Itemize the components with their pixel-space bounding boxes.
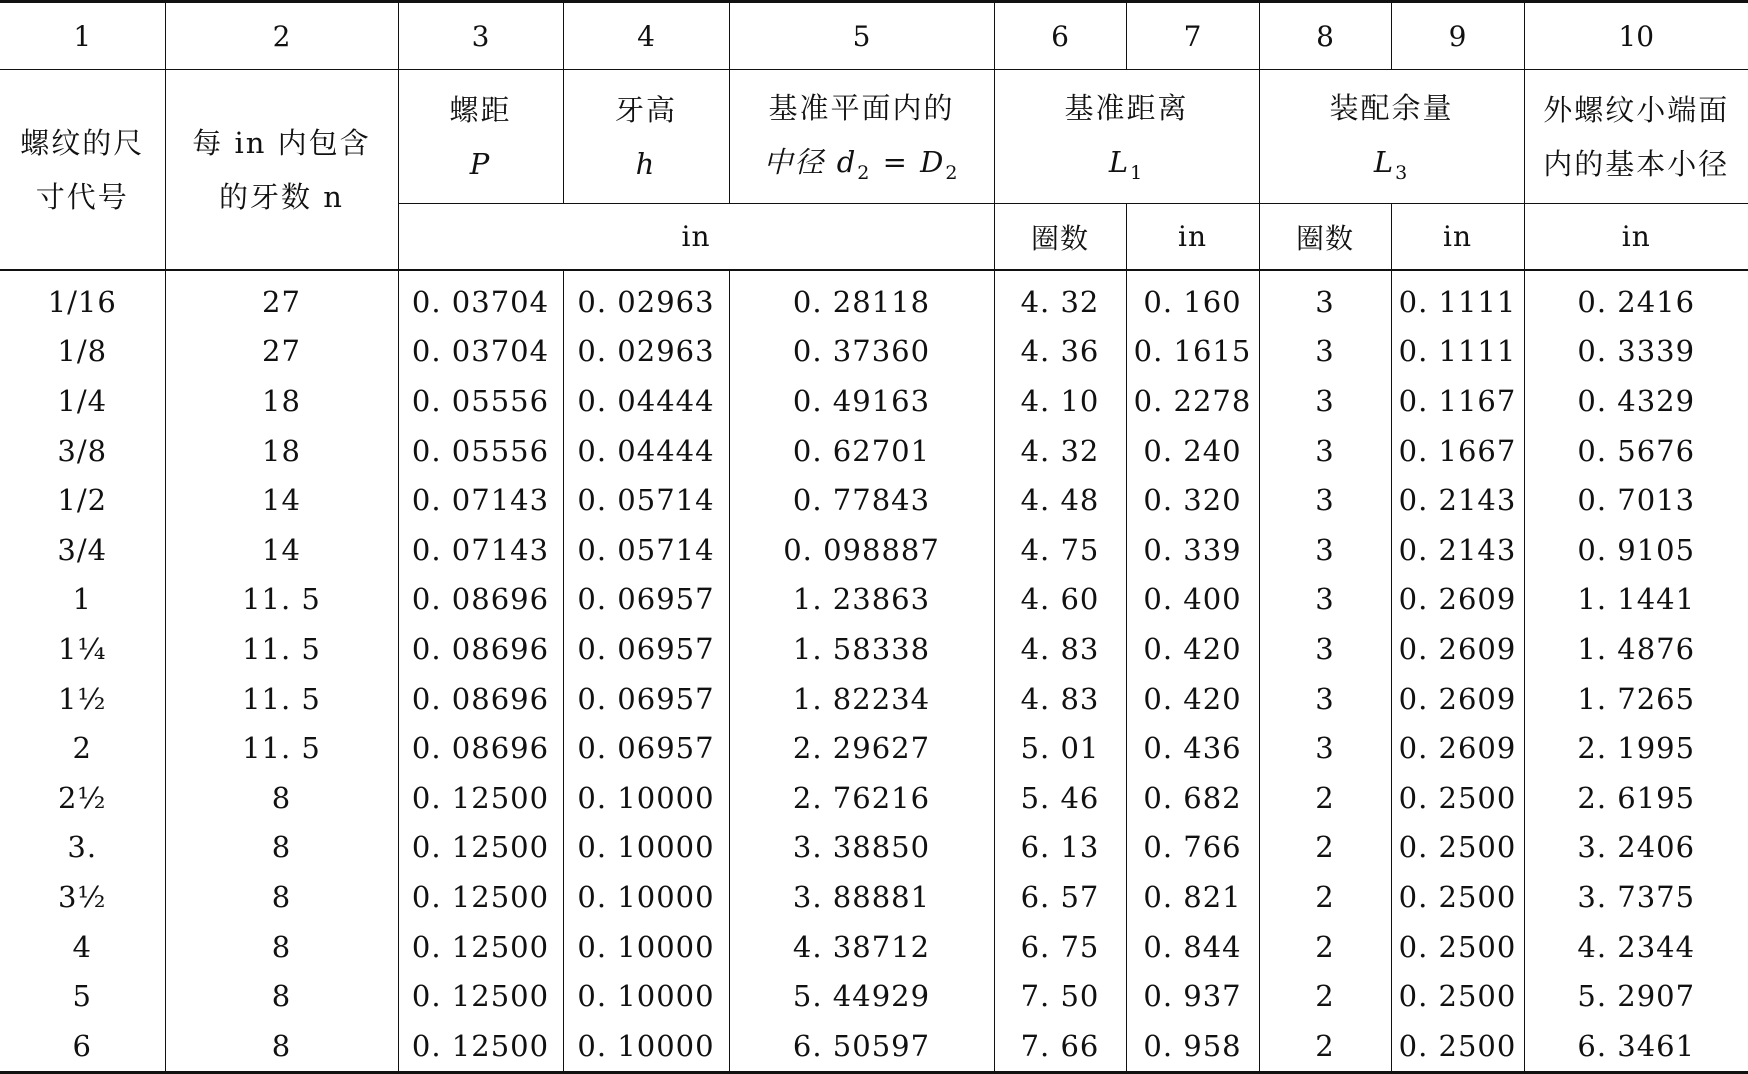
cell-threads-per-inch: 8 [165, 1021, 398, 1072]
header-height-name: 牙高 [564, 83, 729, 137]
cell-minor-diameter: 2. 1995 [1524, 723, 1748, 773]
unit-col10: in [1524, 204, 1748, 271]
cell-gauge-turns: 4. 60 [994, 575, 1126, 625]
cell-size-code: 1¼ [0, 624, 165, 674]
cell-gauge-turns: 6. 13 [994, 823, 1126, 873]
cell-threads-per-inch: 8 [165, 922, 398, 972]
cell-thread-height: 0. 10000 [563, 1021, 729, 1072]
cell-pitch: 0. 05556 [398, 376, 563, 426]
cell-pitch: 0. 12500 [398, 773, 563, 823]
cell-gauge-turns: 6. 57 [994, 872, 1126, 922]
cell-thread-height: 0. 06957 [563, 624, 729, 674]
cell-size-code: 1/8 [0, 327, 165, 377]
cell-pitch: 0. 08696 [398, 624, 563, 674]
header-minor-line1: 外螺纹小端面 [1525, 83, 1748, 137]
cell-thread-height: 0. 02963 [563, 270, 729, 327]
cell-pitch: 0. 12500 [398, 971, 563, 1021]
cell-gauge-turns: 4. 10 [994, 376, 1126, 426]
cell-pitch-diameter: 1. 23863 [729, 575, 994, 625]
cell-size-code: 1½ [0, 674, 165, 724]
cell-threads-per-inch: 8 [165, 773, 398, 823]
cell-allowance-turns: 3 [1259, 270, 1391, 327]
cell-pitch-diameter: 0. 098887 [729, 525, 994, 575]
header-minor-line2: 内的基本小径 [1525, 137, 1748, 191]
cell-threads-per-inch: 11. 5 [165, 624, 398, 674]
cell-size-code: 1/4 [0, 376, 165, 426]
cell-threads-per-inch: 11. 5 [165, 575, 398, 625]
cell-size-code: 3/8 [0, 426, 165, 476]
cell-gauge-inches: 0. 766 [1126, 823, 1259, 873]
table-row [0, 674, 1748, 724]
cell-allowance-turns: 2 [1259, 971, 1391, 1021]
cell-pitch-diameter: 0. 49163 [729, 376, 994, 426]
cell-pitch: 0. 03704 [398, 270, 563, 327]
cell-minor-diameter: 6. 3461 [1524, 1021, 1748, 1072]
cell-threads-per-inch: 14 [165, 525, 398, 575]
cell-allowance-inches: 0. 2609 [1391, 674, 1524, 724]
table-row [0, 1021, 1748, 1072]
pd-mid: = D [871, 145, 945, 179]
table-row [0, 872, 1748, 922]
cell-allowance-inches: 0. 1111 [1391, 270, 1524, 327]
column-header-row [0, 70, 1748, 204]
cell-minor-diameter: 0. 5676 [1524, 426, 1748, 476]
cell-gauge-inches: 0. 339 [1126, 525, 1259, 575]
unit-col7: in [1126, 204, 1259, 271]
cell-gauge-turns: 7. 66 [994, 1021, 1126, 1072]
cell-thread-height: 0. 05714 [563, 525, 729, 575]
cell-pitch: 0. 03704 [398, 327, 563, 377]
cell-thread-height: 0. 02963 [563, 327, 729, 377]
header-gauge-name: 基准距离 [995, 81, 1259, 135]
header-pitch-name: 螺距 [399, 83, 563, 137]
cell-allowance-inches: 0. 2500 [1391, 773, 1524, 823]
column-number: 6 [994, 2, 1126, 70]
cell-allowance-turns: 3 [1259, 475, 1391, 525]
cell-pitch: 0. 07143 [398, 475, 563, 525]
cell-allowance-inches: 0. 2500 [1391, 823, 1524, 873]
cell-gauge-inches: 0. 420 [1126, 624, 1259, 674]
header-pitch-diameter-line2 [730, 135, 994, 193]
cell-allowance-turns: 2 [1259, 922, 1391, 972]
pd-sub1: 2 [857, 162, 871, 184]
table-row [0, 525, 1748, 575]
cell-minor-diameter: 1. 4876 [1524, 624, 1748, 674]
allowance-symbol: L [1374, 145, 1395, 179]
header-wrench-allowance [1259, 70, 1524, 204]
cell-threads-per-inch: 8 [165, 872, 398, 922]
cell-gauge-turns: 4. 32 [994, 426, 1126, 476]
cell-pitch-diameter: 0. 77843 [729, 475, 994, 525]
header-size-code [0, 70, 165, 271]
cell-pitch-diameter: 5. 44929 [729, 971, 994, 1021]
cell-gauge-inches: 0. 1615 [1126, 327, 1259, 377]
table-row [0, 376, 1748, 426]
unit-col9: in [1391, 204, 1524, 271]
cell-threads-per-inch: 27 [165, 270, 398, 327]
table-row [0, 773, 1748, 823]
pd-sub2: 2 [945, 162, 959, 184]
cell-allowance-inches: 0. 2500 [1391, 1021, 1524, 1072]
cell-gauge-inches: 0. 821 [1126, 872, 1259, 922]
cell-allowance-inches: 0. 2500 [1391, 922, 1524, 972]
cell-gauge-turns: 5. 46 [994, 773, 1126, 823]
cell-minor-diameter: 1. 7265 [1524, 674, 1748, 724]
cell-allowance-inches: 0. 2143 [1391, 525, 1524, 575]
cell-allowance-inches: 0. 1667 [1391, 426, 1524, 476]
header-threads-line2: 的牙数 n [166, 170, 398, 224]
cell-allowance-inches: 0. 2500 [1391, 971, 1524, 1021]
cell-threads-per-inch: 11. 5 [165, 674, 398, 724]
cell-pitch: 0. 08696 [398, 723, 563, 773]
table-row [0, 475, 1748, 525]
cell-size-code: 3/4 [0, 525, 165, 575]
cell-allowance-inches: 0. 1167 [1391, 376, 1524, 426]
cell-minor-diameter: 0. 4329 [1524, 376, 1748, 426]
cell-threads-per-inch: 11. 5 [165, 723, 398, 773]
cell-pitch-diameter: 0. 62701 [729, 426, 994, 476]
cell-thread-height: 0. 06957 [563, 575, 729, 625]
cell-gauge-inches: 0. 240 [1126, 426, 1259, 476]
header-minor-diameter [1524, 70, 1748, 204]
cell-threads-per-inch: 27 [165, 327, 398, 377]
cell-gauge-turns: 4. 83 [994, 624, 1126, 674]
cell-allowance-turns: 2 [1259, 1021, 1391, 1072]
cell-gauge-inches: 0. 420 [1126, 674, 1259, 724]
cell-pitch: 0. 12500 [398, 1021, 563, 1072]
cell-size-code: 1 [0, 575, 165, 625]
gauge-symbol: L [1109, 145, 1130, 179]
column-number: 1 [0, 2, 165, 70]
cell-thread-height: 0. 06957 [563, 674, 729, 724]
cell-minor-diameter: 0. 7013 [1524, 475, 1748, 525]
cell-allowance-turns: 3 [1259, 426, 1391, 476]
cell-minor-diameter: 1. 1441 [1524, 575, 1748, 625]
allowance-sub: 3 [1395, 162, 1409, 184]
header-gauge-length [994, 70, 1259, 204]
column-number-row [0, 2, 1748, 70]
cell-gauge-inches: 0. 320 [1126, 475, 1259, 525]
cell-allowance-inches: 0. 2609 [1391, 723, 1524, 773]
unit-col8: 圈数 [1259, 204, 1391, 271]
cell-pitch: 0. 08696 [398, 575, 563, 625]
column-number: 8 [1259, 2, 1391, 70]
cell-pitch: 0. 12500 [398, 922, 563, 972]
column-number: 7 [1126, 2, 1259, 70]
cell-thread-height: 0. 05714 [563, 475, 729, 525]
cell-threads-per-inch: 8 [165, 823, 398, 873]
cell-gauge-turns: 4. 75 [994, 525, 1126, 575]
cell-allowance-turns: 3 [1259, 376, 1391, 426]
cell-gauge-inches: 0. 400 [1126, 575, 1259, 625]
cell-allowance-turns: 3 [1259, 525, 1391, 575]
cell-gauge-turns: 7. 50 [994, 971, 1126, 1021]
table-row [0, 270, 1748, 327]
cell-size-code: 4 [0, 922, 165, 972]
cell-allowance-inches: 0. 2500 [1391, 872, 1524, 922]
cell-minor-diameter: 5. 2907 [1524, 971, 1748, 1021]
cell-pitch-diameter: 2. 76216 [729, 773, 994, 823]
cell-threads-per-inch: 18 [165, 426, 398, 476]
cell-minor-diameter: 0. 3339 [1524, 327, 1748, 377]
cell-size-code: 1/2 [0, 475, 165, 525]
table-row [0, 723, 1748, 773]
cell-allowance-inches: 0. 2143 [1391, 475, 1524, 525]
unit-cols-3-5: in [398, 204, 994, 271]
cell-size-code: 5 [0, 971, 165, 1021]
cell-pitch-diameter: 0. 37360 [729, 327, 994, 377]
cell-pitch-diameter: 3. 88881 [729, 872, 994, 922]
cell-pitch-diameter: 0. 28118 [729, 270, 994, 327]
header-pitch-symbol: P [399, 137, 563, 191]
cell-gauge-inches: 0. 937 [1126, 971, 1259, 1021]
cell-pitch: 0. 12500 [398, 823, 563, 873]
cell-pitch-diameter: 1. 82234 [729, 674, 994, 724]
cell-pitch: 0. 07143 [398, 525, 563, 575]
column-number: 3 [398, 2, 563, 70]
column-number: 5 [729, 2, 994, 70]
cell-gauge-inches: 0. 958 [1126, 1021, 1259, 1072]
cell-minor-diameter: 0. 2416 [1524, 270, 1748, 327]
cell-allowance-turns: 3 [1259, 723, 1391, 773]
cell-gauge-inches: 0. 2278 [1126, 376, 1259, 426]
unit-col6: 圈数 [994, 204, 1126, 271]
cell-pitch-diameter: 1. 58338 [729, 624, 994, 674]
header-size-code-line1: 螺纹的尺 [0, 116, 165, 170]
table-body [0, 270, 1748, 1072]
cell-gauge-inches: 0. 682 [1126, 773, 1259, 823]
cell-pitch-diameter: 3. 38850 [729, 823, 994, 873]
gauge-sub: 1 [1130, 162, 1144, 184]
header-thread-height [563, 70, 729, 204]
cell-size-code: 1/16 [0, 270, 165, 327]
table-row [0, 823, 1748, 873]
cell-allowance-turns: 2 [1259, 872, 1391, 922]
cell-minor-diameter: 0. 9105 [1524, 525, 1748, 575]
cell-allowance-turns: 3 [1259, 327, 1391, 377]
cell-thread-height: 0. 10000 [563, 872, 729, 922]
header-pitch-diameter-line1: 基准平面内的 [730, 81, 994, 135]
cell-allowance-inches: 0. 2609 [1391, 624, 1524, 674]
cell-pitch-diameter: 4. 38712 [729, 922, 994, 972]
cell-size-code: 3½ [0, 872, 165, 922]
cell-allowance-turns: 3 [1259, 624, 1391, 674]
cell-size-code: 2½ [0, 773, 165, 823]
cell-pitch: 0. 08696 [398, 674, 563, 724]
header-threads-line1: 每 in 内包含 [166, 116, 398, 170]
cell-thread-height: 0. 10000 [563, 773, 729, 823]
table-row [0, 575, 1748, 625]
cell-pitch-diameter: 6. 50597 [729, 1021, 994, 1072]
cell-threads-per-inch: 18 [165, 376, 398, 426]
table-row [0, 624, 1748, 674]
cell-size-code: 2 [0, 723, 165, 773]
header-pitch-diameter [729, 70, 994, 204]
cell-pitch-diameter: 2. 29627 [729, 723, 994, 773]
cell-thread-height: 0. 10000 [563, 971, 729, 1021]
cell-thread-height: 0. 06957 [563, 723, 729, 773]
cell-gauge-turns: 5. 01 [994, 723, 1126, 773]
cell-allowance-inches: 0. 1111 [1391, 327, 1524, 377]
cell-threads-per-inch: 14 [165, 475, 398, 525]
cell-allowance-turns: 2 [1259, 823, 1391, 873]
header-allowance-symbol-line [1260, 135, 1524, 193]
header-size-code-line2: 寸代号 [0, 170, 165, 224]
cell-size-code: 3. [0, 823, 165, 873]
cell-allowance-turns: 3 [1259, 674, 1391, 724]
header-threads-per-inch [165, 70, 398, 271]
cell-gauge-turns: 4. 83 [994, 674, 1126, 724]
header-height-symbol: h [564, 137, 729, 191]
cell-thread-height: 0. 04444 [563, 426, 729, 476]
cell-threads-per-inch: 8 [165, 971, 398, 1021]
header-allowance-name: 装配余量 [1260, 81, 1524, 135]
cell-minor-diameter: 3. 7375 [1524, 872, 1748, 922]
header-pitch [398, 70, 563, 204]
cell-gauge-turns: 4. 32 [994, 270, 1126, 327]
cell-pitch: 0. 12500 [398, 872, 563, 922]
column-number: 2 [165, 2, 398, 70]
column-number: 9 [1391, 2, 1524, 70]
cell-allowance-turns: 2 [1259, 773, 1391, 823]
table-row [0, 426, 1748, 476]
header-gauge-symbol-line [995, 135, 1259, 193]
table-row [0, 922, 1748, 972]
cell-gauge-inches: 0. 844 [1126, 922, 1259, 972]
cell-minor-diameter: 3. 2406 [1524, 823, 1748, 873]
table-row [0, 971, 1748, 1021]
cell-minor-diameter: 2. 6195 [1524, 773, 1748, 823]
pd-prefix: 中径 d [764, 145, 858, 179]
cell-allowance-inches: 0. 2609 [1391, 575, 1524, 625]
column-number: 10 [1524, 2, 1748, 70]
cell-pitch: 0. 05556 [398, 426, 563, 476]
cell-allowance-turns: 3 [1259, 575, 1391, 625]
column-number: 4 [563, 2, 729, 70]
table-row [0, 327, 1748, 377]
cell-gauge-inches: 0. 160 [1126, 270, 1259, 327]
cell-gauge-inches: 0. 436 [1126, 723, 1259, 773]
cell-minor-diameter: 4. 2344 [1524, 922, 1748, 972]
cell-thread-height: 0. 10000 [563, 922, 729, 972]
cell-gauge-turns: 6. 75 [994, 922, 1126, 972]
cell-size-code: 6 [0, 1021, 165, 1072]
cell-thread-height: 0. 04444 [563, 376, 729, 426]
cell-gauge-turns: 4. 48 [994, 475, 1126, 525]
cell-gauge-turns: 4. 36 [994, 327, 1126, 377]
cell-thread-height: 0. 10000 [563, 823, 729, 873]
